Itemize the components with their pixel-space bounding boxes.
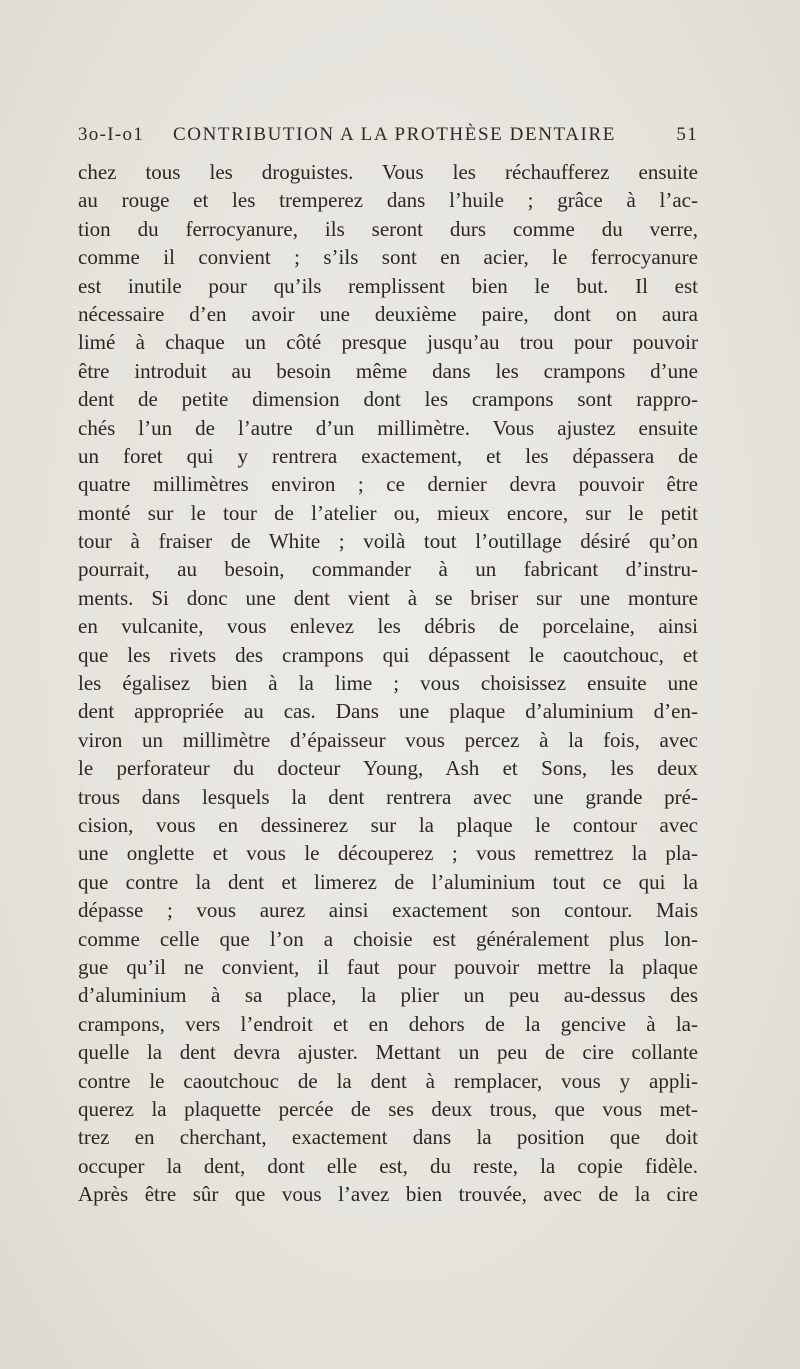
text-line: tour à fraiser de White ; voilà tout l’outillage désiré qu’on bbox=[78, 529, 698, 554]
text-line: trez en cherchant, exactement dans la position que doit bbox=[78, 1125, 698, 1150]
text-line: chés l’un de l’autre d’un millimètre. Vous ajustez ensuite bbox=[78, 415, 698, 440]
text-line: dent appropriée au cas. Dans une plaque d’aluminium d’en- bbox=[78, 699, 698, 724]
text-line: trous dans lesquels la dent rentrera avec une grande pré- bbox=[78, 784, 698, 809]
text-line: comme il convient ; s’ils sont en acier, le ferrocyanure bbox=[78, 245, 698, 270]
header-title: CONTRIBUTION A LA PROTHÈSE DENTAIRE bbox=[173, 124, 616, 145]
text-line: nécessaire d’en avoir une deuxième paire, dont on aura bbox=[78, 301, 698, 326]
text-line: crampons, vers l’endroit et en dehors de la gencive à la- bbox=[78, 1011, 698, 1036]
text-line: comme celle que l’on a choisie est généralement plus lon- bbox=[78, 926, 698, 951]
text-line: en vulcanite, vous enlevez les débris de porcelaine, ainsi bbox=[78, 614, 698, 639]
text-line: chez tous les droguistes. Vous les réchaufferez ensuite bbox=[78, 160, 698, 184]
text-line: quelle la dent devra ajuster. Mettant un peu de cire collante bbox=[78, 1040, 698, 1065]
text-line: pourrait, au besoin, commander à un fabricant d’instru- bbox=[78, 557, 698, 582]
text-line: est inutile pour qu’ils remplissent bien le but. Il est bbox=[78, 273, 698, 298]
text-line: une onglette et vous le découperez ; vous remettrez la pla- bbox=[78, 841, 698, 866]
text-line: tion du ferrocyanure, ils seront durs comme du verre, bbox=[78, 216, 698, 241]
text-line: les égalisez bien à la lime ; vous choisissez ensuite une bbox=[78, 671, 698, 696]
text-line: limé à chaque un côté presque jusqu’au trou pour pouvoir bbox=[78, 330, 698, 355]
text-line: être introduit au besoin même dans les crampons d’une bbox=[78, 358, 698, 383]
text-line: que contre la dent et limerez de l’aluminium tout ce qui la bbox=[78, 869, 698, 894]
text-line: occuper la dent, dont elle est, du reste, la copie fidèle. bbox=[78, 1153, 698, 1178]
page-number: 51 bbox=[676, 124, 698, 145]
text-line: le perforateur du docteur Young, Ash et Sons, les deux bbox=[78, 756, 698, 781]
text-line: viron un millimètre d’épaisseur vous percez à la fois, avec bbox=[78, 727, 698, 752]
running-header bbox=[78, 124, 698, 154]
body-text bbox=[78, 158, 698, 1208]
text-line: contre le caoutchouc de la dent à remplacer, vous y appli- bbox=[78, 1068, 698, 1093]
text-line: gue qu’il ne convient, il faut pour pouvoir mettre la plaque bbox=[78, 954, 698, 979]
text-line: cision, vous en dessinerez sur la plaque le contour avec bbox=[78, 812, 698, 837]
text-line: au rouge et les tremperez dans l’huile ; grâce à l’ac- bbox=[78, 188, 698, 213]
text-line: quatre millimètres environ ; ce dernier devra pouvoir être bbox=[78, 472, 698, 497]
text-line: ments. Si donc une dent vient à se briser sur une monture bbox=[78, 585, 698, 610]
text-line: que les rivets des crampons qui dépassent le caoutchouc, et bbox=[78, 642, 698, 667]
text-line: querez la plaquette percée de ses deux trous, que vous met- bbox=[78, 1096, 698, 1121]
text-line: monté sur le tour de l’atelier ou, mieux encore, sur le petit bbox=[78, 500, 698, 525]
text-line: d’aluminium à sa place, la plier un peu au-dessus des bbox=[78, 983, 698, 1008]
text-line: dent de petite dimension dont les crampons sont rappro- bbox=[78, 387, 698, 412]
text-line: un foret qui y rentrera exactement, et les dépassera de bbox=[78, 443, 698, 468]
text-line: dépasse ; vous aurez ainsi exactement son contour. Mais bbox=[78, 898, 698, 923]
header-date: 3o-I-o1 bbox=[78, 124, 145, 145]
text-line: Après être sûr que vous l’avez bien trouvée, avec de la cire bbox=[78, 1182, 698, 1207]
